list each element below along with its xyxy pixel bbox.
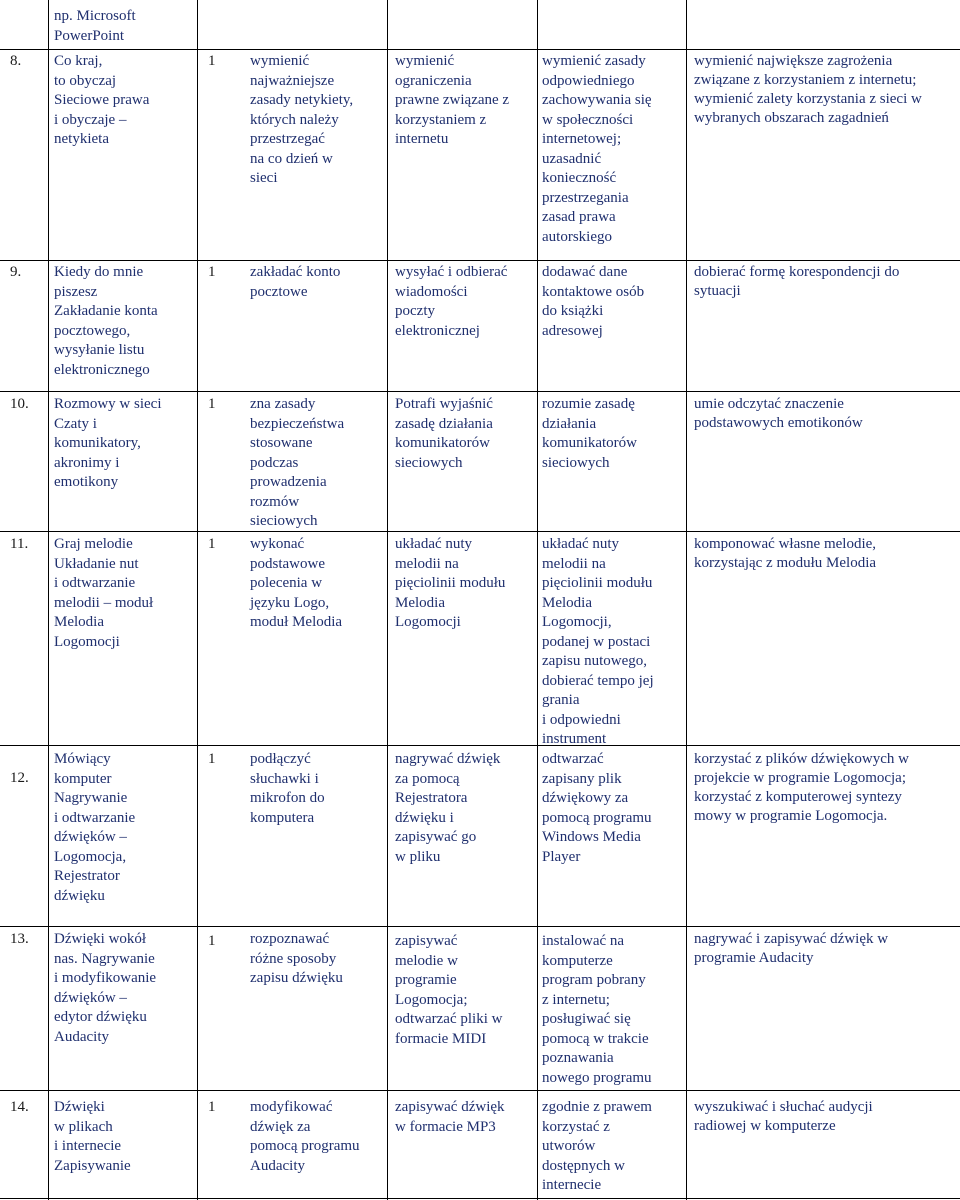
column-divider [197,0,198,1200]
outcomes-cell: dobierać formę korespondencji do sytuacji [694,264,900,299]
topic-cell: Co kraj, to obyczaj Sieciowe prawa i obyczaje – netykieta [54,53,150,147]
hours-cell: 1 [208,53,216,69]
outcomes-cell: nagrywać i zapisywać dźwięk w programie Audacity [694,931,889,966]
lesson-number: 11. [10,536,29,552]
basic-requirements-cell: rozpoznawać różne sposoby zapisu dźwięku [250,931,343,986]
row-divider [0,1198,960,1199]
extended-requirements-cell: Potrafi wyjaśnić zasadę działania komunikatorów sieciowych [395,396,493,471]
lesson-number: 9. [10,264,22,280]
outcomes-cell: komponować własne melodie, korzystając z modułu Melodia [694,536,877,571]
row-divider [0,260,960,261]
topic-cell: Dźwięki wokół nas. Nagrywanie i modyfikowanie dźwięków – edytor dźwięku Audacity [54,931,157,1045]
extended-requirements-cell: wymienić ograniczenia prawne związane z korzystaniem z internetu [395,53,510,147]
row-divider [0,531,960,532]
basic-requirements-cell: zakładać konto pocztowe [250,264,341,300]
basic-requirements-cell: podłączyć słuchawki i mikrofon do komputera [250,751,325,826]
extended-requirements-cell: nagrywać dźwięk za pomocą Rejestratora dźwięku i zapisywać go w pliku [395,751,501,865]
lesson-number: 14. [10,1099,29,1115]
row-divider [0,1090,960,1091]
lesson-number: 13. [10,931,29,947]
lesson-number: 8. [10,53,22,69]
hours-cell: 1 [208,264,216,280]
topic-cell: Kiedy do mnie piszesz Zakładanie konta pocztowego, wysyłanie listu elektronicznego [54,264,158,378]
topic-cell: Dźwięki w plikach i internecie Zapisywanie [54,1099,131,1174]
row-divider [0,745,960,746]
row-divider [0,391,960,392]
advanced-requirements-cell: zgodnie z prawem korzystać z utworów dostępnych w internecie [542,1099,652,1193]
extended-requirements-cell: zapisywać melodie w programie Logomocja; odtwarzać pliki w formacie MIDI [395,933,503,1047]
basic-requirements-cell: modyfikować dźwięk za pomocą programu Audacity [250,1099,360,1174]
column-divider [537,0,538,1200]
advanced-requirements-cell: dodawać dane kontaktowe osób do książki adresowej [542,264,645,339]
topic-cell: np. Microsoft PowerPoint [54,8,136,44]
advanced-requirements-cell: instalować na komputerze program pobrany z internetu; posługiwać się pomocą w trakcie poznawania nowego programu [542,933,652,1086]
hours-cell: 1 [208,751,216,767]
outcomes-cell: umie odczytać znaczenie podstawowych emotikonów [694,396,863,431]
hours-cell: 1 [208,536,216,552]
topic-cell: Mówiący komputer Nagrywanie i odtwarzanie dźwięków – Logomocja, Rejestrator dźwięku [54,751,136,904]
hours-cell: 1 [208,1099,216,1115]
basic-requirements-cell: wymienić najważniejsze zasady netykiety, których należy przestrzegać na co dzień w sieci [250,53,354,186]
lesson-number: 12. [10,770,29,786]
extended-requirements-cell: wysyłać i odbierać wiadomości poczty elektronicznej [395,264,508,339]
advanced-requirements-cell: wymienić zasady odpowiedniego zachowywania się w społeczności internetowej; uzasadnić konieczność przestrzegania zasad prawa autorskiego [542,53,652,245]
hours-cell: 1 [208,396,216,412]
basic-requirements-cell: zna zasady bezpieczeństwa stosowane podczas prowadzenia rozmów sieciowych [250,396,345,529]
lesson-number: 10. [10,396,29,412]
advanced-requirements-cell: układać nuty melodii na pięciolinii modułu Melodia Logomocji, podanej w postaci zapisu nutowego, dobierać tempo jej grania i odpowiedni instrument [542,536,654,747]
extended-requirements-cell: układać nuty melodii na pięciolinii modułu Melodia Logomocji [395,536,506,630]
advanced-requirements-cell: rozumie zasadę działania komunikatorów sieciowych [542,396,637,471]
column-divider [387,0,388,1200]
basic-requirements-cell: wykonać podstawowe polecenia w języku Logo, moduł Melodia [250,536,343,630]
row-divider [0,926,960,927]
outcomes-cell: korzystać z plików dźwiękowych w projekcie w programie Logomocja; korzystać z komputerowej syntezy mowy w programie Logomocja. [694,751,909,824]
outcomes-cell: wyszukiwać i słuchać audycji radiowej w komputerze [694,1099,873,1134]
hours-cell: 1 [208,933,216,949]
outcomes-cell: wymienić największe zagrożenia związane z korzystaniem z internetu; wymienić zalety korzystania z sieci w wybranych obszarach zagadnień [694,53,922,126]
row-divider [0,49,960,50]
topic-cell: Rozmowy w sieci Czaty i komunikatory, akronimy i emotikony [54,396,162,490]
extended-requirements-cell: zapisywać dźwięk w formacie MP3 [395,1099,505,1135]
advanced-requirements-cell: odtwarzać zapisany plik dźwiękowy za pomocą programu Windows Media Player [542,751,652,865]
column-divider [48,0,49,1200]
column-divider [686,0,687,1200]
topic-cell: Graj melodie Układanie nut i odtwarzanie melodii – moduł Melodia Logomocji [54,536,154,650]
